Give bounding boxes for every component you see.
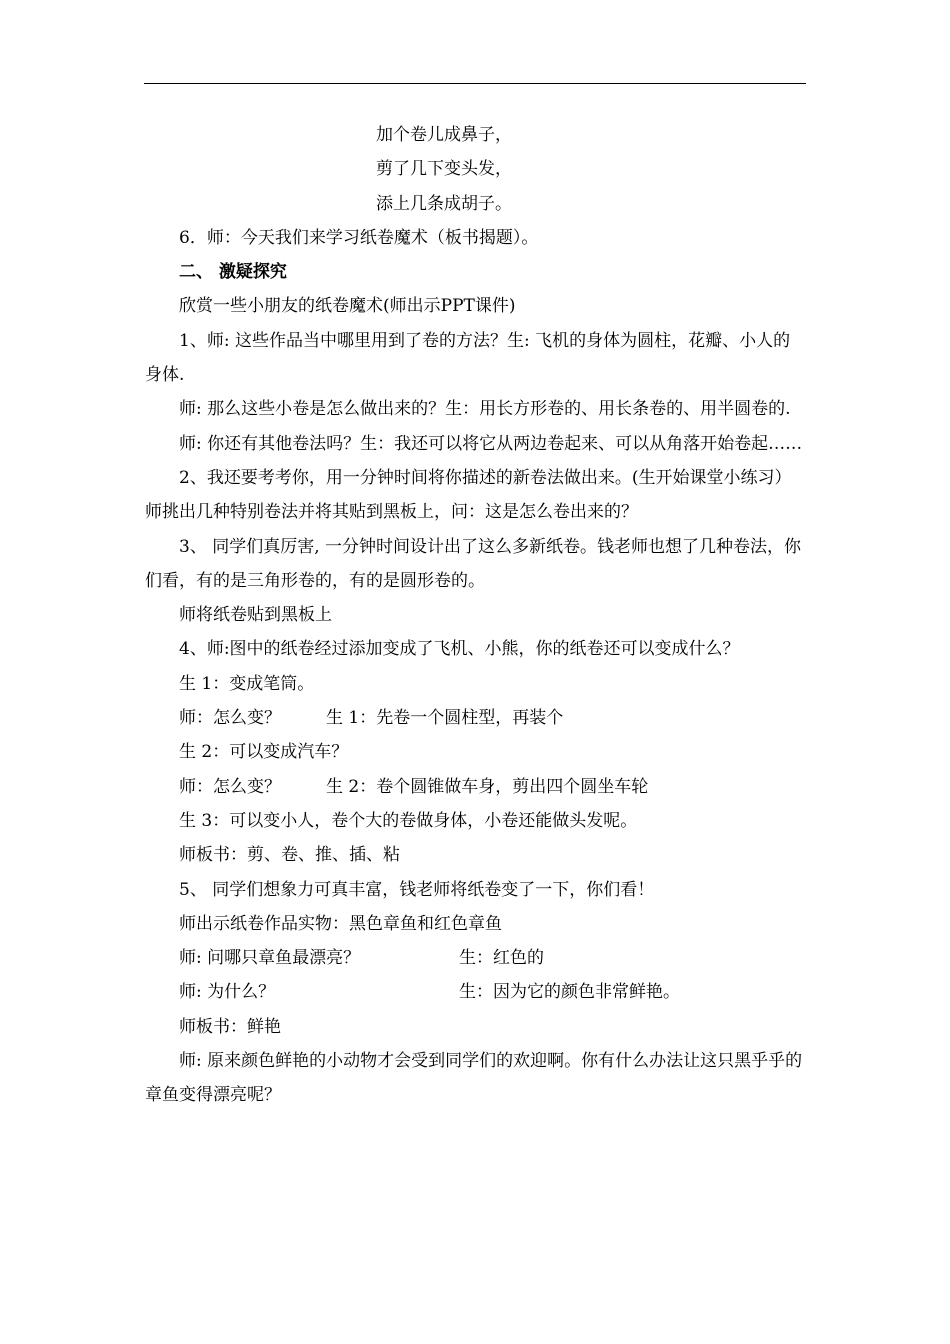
poem-line-3: 添上几条成胡子。: [376, 193, 512, 214]
show-note: 师出示纸卷作品实物：黑色章鱼和红色章鱼: [179, 913, 502, 934]
student-reply: 生：因为它的颜色非常鲜艳。: [459, 982, 680, 1003]
document-body: [145, 118, 807, 1113]
question-2: 2、我还要考考你，用一分钟时间将你描述的新卷法做出来。(生开始课堂小练习）师挑出几种特别卷法并将其贴到黑板上，问：这是怎么卷出来的？: [145, 467, 792, 523]
question-1: 1、师: 这些作品当中哪里用到了卷的方法？生: 飞机的身体为圆柱，花瓣、小人的身体.: [145, 330, 791, 386]
student-reply: 生 2：卷个圆锥做车身，剪出四个圆坐车轮: [326, 776, 649, 797]
student-2-answer: 生 2：可以变成汽车？: [179, 742, 349, 763]
dialog-row-3: [145, 941, 807, 975]
student-reply: 生：红色的: [459, 948, 544, 969]
paragraph-6: 6．师：今天我们来学习纸卷魔术（板书揭题）。: [179, 227, 539, 248]
header-rule: [144, 83, 806, 84]
poem-line-1: 加个卷儿成鼻子，: [376, 125, 512, 145]
question-1c: 师: 你还有其他卷法吗？生：我还可以将它从两边卷起来、可以从角落开始卷起……: [179, 433, 803, 454]
teacher-question: 师：怎么变？: [179, 776, 281, 797]
teacher-question: 师: 为什么？: [179, 982, 276, 1003]
student-reply: 生 1：先卷一个圆柱型，再装个: [326, 708, 564, 729]
question-5: 5、 同学们想象力可真丰富，钱老师将纸卷变了一下，你们看！: [179, 879, 655, 900]
question-3: 3、 同学们真厉害, 一分钟时间设计出了这么多新纸卷。钱老师也想了几种卷法，你们看，有的是三角形卷的，有的是圆形卷的。: [145, 536, 802, 591]
closing-paragraph: 师: 原来颜色鲜艳的小动物才会受到同学们的欢迎啊。你有什么办法让这只黑乎乎的章鱼变得漂亮呢？: [145, 1051, 803, 1106]
dialog-row-1: [145, 701, 807, 735]
board-writing-2: 师板书：鲜艳: [179, 1016, 281, 1037]
student-3-answer: 生 3：可以变小人，卷个大的卷做身体，小卷还能做头发呢。: [179, 810, 638, 831]
dialog-row-2: [145, 770, 807, 804]
question-1b: 师: 那么这些小卷是怎么做出来的？生：用长方形卷的、用长条卷的、用半圆卷的.: [179, 399, 791, 420]
intro-paragraph: 欣赏一些小朋友的纸卷魔术(师出示PPT课件): [179, 296, 516, 317]
teacher-question: 师: 问哪只章鱼最漂亮？: [179, 948, 361, 969]
section-heading: 二、 激疑探究: [179, 262, 287, 283]
question-4: 4、师:图中的纸卷经过添加变成了飞机、小熊，你的纸卷还可以变成什么？: [179, 639, 740, 660]
student-1-answer: 生 1：变成笔筒。: [179, 673, 315, 694]
paste-note: 师将纸卷贴到黑板上: [179, 605, 332, 626]
dialog-row-4: [145, 975, 807, 1009]
board-writing-1: 师板书：剪、卷、推、插、粘: [179, 845, 400, 866]
teacher-question: 师：怎么变？: [179, 708, 281, 729]
poem-line-2: 剪了几下变头发，: [376, 159, 512, 180]
